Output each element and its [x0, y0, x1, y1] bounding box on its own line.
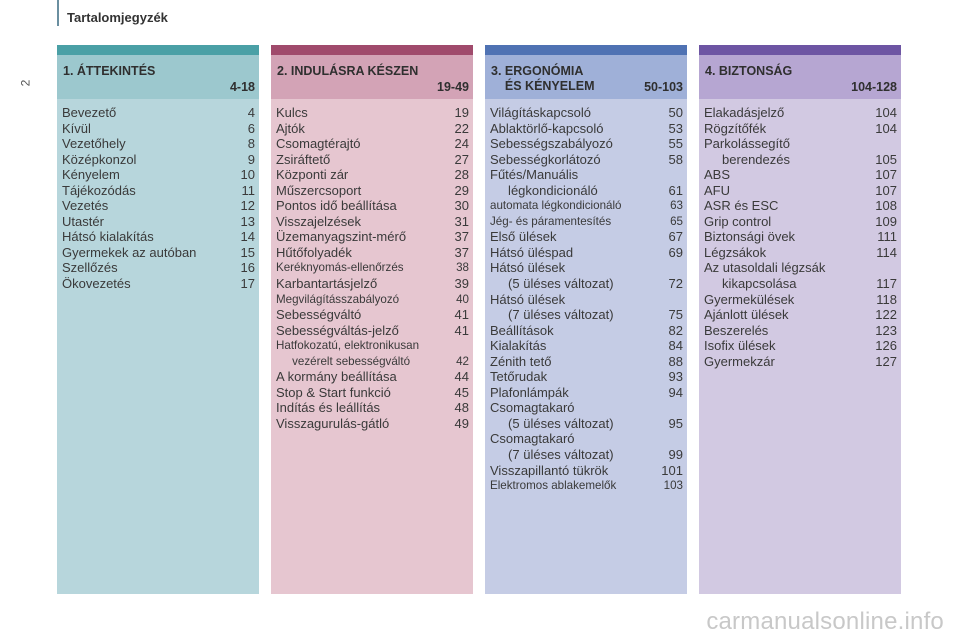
- toc-entry-label: Zsiráftető: [276, 151, 331, 167]
- toc-entry-page: 127: [875, 353, 897, 369]
- toc-entry-label: Visszagurulás-gátló: [276, 415, 390, 431]
- toc-entry[interactable]: [490, 354, 683, 370]
- section-page-range: 4-18: [229, 80, 255, 94]
- toc-entry[interactable]: [704, 338, 897, 354]
- section-header: [271, 55, 473, 99]
- toc-entry-page: 9: [247, 151, 255, 167]
- section-color-band: [485, 45, 687, 55]
- toc-entry-label: Gyermekzár: [704, 353, 775, 369]
- toc-entry[interactable]: [62, 276, 255, 292]
- toc-entry[interactable]: [490, 198, 683, 214]
- toc-entry-page: 108: [875, 198, 897, 214]
- toc-entry-page: 93: [668, 369, 683, 385]
- toc-entry-label: Ökovezetés: [62, 276, 131, 292]
- toc-entry[interactable]: [490, 369, 683, 385]
- toc-entry[interactable]: [490, 463, 683, 479]
- toc-entry-page: 48: [454, 400, 469, 416]
- toc-entry[interactable]: [704, 198, 897, 214]
- toc-entry-label: automata légkondicionáló: [490, 199, 622, 213]
- toc-entry[interactable]: [62, 167, 255, 183]
- section-title: 1. ÁTTEKINTÉS: [63, 64, 156, 78]
- toc-entry-page: 6: [247, 120, 255, 136]
- toc-entry-label: Csomagtérajtó: [276, 136, 361, 152]
- toc-entry[interactable]: [62, 214, 255, 230]
- toc-entry-page: 13: [240, 213, 255, 229]
- toc-entry[interactable]: [704, 323, 897, 339]
- toc-entry[interactable]: [276, 245, 469, 261]
- toc-entry-page: 4: [247, 105, 255, 120]
- toc-entry[interactable]: [704, 354, 897, 370]
- toc-entry-page: 42: [456, 354, 469, 368]
- toc-entry-page: 40: [456, 292, 469, 306]
- toc-entry-page: 104: [875, 105, 897, 120]
- toc-entry-label: Jég- és páramentesítés: [490, 214, 612, 228]
- toc-entry[interactable]: [490, 167, 683, 198]
- toc-entry-page: 118: [876, 291, 897, 307]
- toc-entry-page: 41: [454, 307, 469, 323]
- toc-entry-page: 67: [668, 229, 683, 245]
- toc-entry[interactable]: [62, 136, 255, 152]
- page-title: Tartalomjegyzék: [67, 10, 168, 25]
- toc-entry-label: Légzsákok: [704, 244, 767, 260]
- toc-entry-page: 94: [668, 384, 683, 400]
- toc-entry-label: Középkonzol: [62, 151, 137, 167]
- toc-entry-label: Megvilágításszabályozó: [276, 292, 400, 306]
- section-color-band: [699, 45, 901, 55]
- toc-entry-label: Gyermekülések: [704, 291, 795, 307]
- toc-entry[interactable]: [276, 121, 469, 137]
- toc-entry-label: Indítás és leállítás: [276, 400, 381, 416]
- toc-entry-label: Üzemanyagszint-mérő: [276, 229, 407, 245]
- toc-entry-label: Visszapillantó tükrök: [490, 462, 609, 478]
- toc-entry[interactable]: [62, 183, 255, 199]
- toc-entry-page: 50: [668, 105, 683, 120]
- toc-entry[interactable]: [276, 198, 469, 214]
- section-page-range: 19-49: [437, 80, 469, 94]
- toc-entry-label: Sebességváltó: [276, 307, 362, 323]
- toc-entry-label: Hátsó ülések (7 üléses változat): [490, 291, 614, 323]
- toc-entry-page: 12: [240, 198, 255, 214]
- toc-entry[interactable]: [704, 245, 897, 261]
- toc-entry-page: 111: [877, 229, 897, 245]
- toc-entry-label: Zénith tető: [490, 353, 552, 369]
- toc-entry[interactable]: [276, 105, 469, 121]
- toc-entry[interactable]: [490, 229, 683, 245]
- toc-entry[interactable]: [704, 260, 897, 291]
- toc-entry[interactable]: [490, 385, 683, 401]
- toc-entry-page: 104: [875, 120, 897, 136]
- toc-entry-label: Csomagtakaró (7 üléses változat): [490, 431, 614, 463]
- toc-entry-page: 95: [668, 415, 683, 431]
- toc-entry-page: 31: [454, 213, 469, 229]
- toc-entry-label: Kulcs: [276, 105, 308, 120]
- toc-entry-label: Szellőzés: [62, 260, 118, 276]
- toc-entry-page: 123: [875, 322, 897, 338]
- header-accent-bar: [57, 0, 59, 26]
- toc-entry-label: Ablaktörlő-kapcsoló: [490, 120, 604, 136]
- toc-entry-page: 65: [670, 214, 683, 228]
- toc-entry-label: Sebességszabályozó: [490, 136, 613, 152]
- toc-entry-label: Tetőrudak: [490, 369, 548, 385]
- toc-entry-label: AFU: [704, 182, 730, 198]
- toc-entry-label: Gyermekek az autóban: [62, 244, 197, 260]
- toc-entry[interactable]: [490, 478, 683, 494]
- toc-entry-label: Kényelem: [62, 167, 120, 183]
- toc-entry[interactable]: [276, 338, 469, 369]
- toc-entry-page: 99: [668, 447, 683, 463]
- toc-entry[interactable]: [490, 136, 683, 152]
- page-number: 2: [18, 79, 33, 87]
- watermark: carmanualsonline.info: [706, 608, 944, 635]
- section-title: 3. ERGONÓMIA ÉS KÉNYELEM: [491, 64, 595, 93]
- toc-entry[interactable]: [62, 229, 255, 245]
- toc-entry-page: 8: [247, 136, 255, 152]
- toc-entry[interactable]: [704, 136, 897, 167]
- toc-list: [271, 99, 473, 431]
- toc-entry-page: 69: [668, 244, 683, 260]
- toc-entry-page: 61: [668, 182, 683, 198]
- toc-entry-label: Hátsó üléspad: [490, 244, 574, 260]
- toc-entry[interactable]: [276, 136, 469, 152]
- toc-entry-label: Hátsó ülések (5 üléses változat): [490, 260, 614, 292]
- section-safety: [699, 45, 901, 594]
- section-header: [699, 55, 901, 99]
- toc-entry[interactable]: [704, 214, 897, 230]
- toc-entry-label: Tájékozódás: [62, 182, 136, 198]
- toc-entry-page: 37: [454, 229, 469, 245]
- toc-entry-page: 17: [240, 276, 255, 292]
- toc-entry[interactable]: [276, 307, 469, 323]
- toc-entry-label: Bevezető: [62, 105, 117, 120]
- toc-entry-label: Parkolássegítő berendezés: [704, 136, 790, 167]
- toc-entry-label: Beszerelés: [704, 322, 769, 338]
- toc-entry-page: 44: [454, 369, 469, 385]
- toc-entry[interactable]: [62, 260, 255, 276]
- section-header: [485, 55, 687, 99]
- toc-entry[interactable]: [490, 400, 683, 431]
- toc-entry-page: 58: [668, 151, 683, 167]
- toc-entry[interactable]: [62, 152, 255, 168]
- toc-entry-page: 49: [454, 415, 469, 431]
- toc-entry-label: Kívül: [62, 120, 91, 136]
- toc-entry-page: 15: [240, 244, 255, 260]
- toc-entry[interactable]: [276, 292, 469, 308]
- toc-entry-page: 55: [668, 136, 683, 152]
- toc-entry-page: 14: [240, 229, 255, 245]
- toc-entry-page: 45: [454, 384, 469, 400]
- toc-entry-label: Ajtók: [276, 120, 305, 136]
- toc-entry-page: 82: [668, 322, 683, 338]
- toc-entry-label: Utastér: [62, 213, 104, 229]
- toc-entry[interactable]: [704, 292, 897, 308]
- toc-entry[interactable]: [276, 369, 469, 385]
- toc-entry[interactable]: [490, 431, 683, 462]
- toc-entry[interactable]: [62, 121, 255, 137]
- toc-entry-page: 38: [456, 261, 469, 275]
- toc-entry-label: Hatfokozatú, elektronikusan vezérelt sebességváltó: [276, 339, 420, 368]
- toc-entry-page: 88: [668, 353, 683, 369]
- toc-entry-label: Ajánlott ülések: [704, 307, 789, 323]
- toc-entry-page: 16: [240, 260, 255, 276]
- section-ergonomics: [485, 45, 687, 594]
- toc-entry-label: Visszajelzések: [276, 213, 362, 229]
- section-header: [57, 55, 259, 99]
- toc-entry-label: Beállítások: [490, 322, 554, 338]
- toc-list: [699, 99, 901, 369]
- toc-list: [57, 99, 259, 292]
- toc-entry-page: 105: [875, 151, 897, 167]
- toc-entry-label: Hűtőfolyadék: [276, 244, 352, 260]
- toc-entry-page: 10: [240, 167, 255, 183]
- section-title: 2. INDULÁSRA KÉSZEN: [277, 64, 419, 78]
- toc-entry-label: Plafonlámpák: [490, 384, 569, 400]
- toc-entry[interactable]: [276, 229, 469, 245]
- toc-entry-page: 84: [668, 338, 683, 354]
- toc-entry-page: 72: [668, 276, 683, 292]
- toc-entry[interactable]: [276, 214, 469, 230]
- toc-entry-page: 107: [875, 167, 897, 183]
- toc-entry-page: 28: [454, 167, 469, 183]
- toc-entry[interactable]: [62, 105, 255, 121]
- toc-entry[interactable]: [490, 121, 683, 137]
- toc-entry-label: ABS: [704, 167, 731, 183]
- toc-entry[interactable]: [704, 229, 897, 245]
- toc-entry[interactable]: [704, 167, 897, 183]
- toc-entry[interactable]: [704, 121, 897, 137]
- toc-entry[interactable]: [276, 152, 469, 168]
- toc-entry-page: 103: [663, 479, 683, 493]
- toc-entry-label: Stop & Start funkció: [276, 384, 391, 400]
- toc-entry-page: 11: [241, 182, 255, 198]
- toc-entry-page: 27: [454, 151, 469, 167]
- toc-entry-page: 37: [454, 244, 469, 260]
- toc-entry[interactable]: [276, 260, 469, 276]
- toc-entry-label: Isofix ülések: [704, 338, 776, 354]
- toc-entry[interactable]: [276, 385, 469, 401]
- toc-entry[interactable]: [276, 167, 469, 183]
- toc-entry-page: 101: [661, 462, 683, 478]
- toc-entry-label: Sebességkorlátozó: [490, 151, 601, 167]
- toc-entry[interactable]: [490, 105, 683, 121]
- toc-entry[interactable]: [490, 214, 683, 230]
- toc-entry-label: Sebességváltás-jelző: [276, 322, 399, 338]
- toc-entry-label: Első ülések: [490, 229, 557, 245]
- toc-entry-page: 24: [454, 136, 469, 152]
- toc-entry-page: 41: [454, 322, 469, 338]
- toc-entry[interactable]: [276, 323, 469, 339]
- toc-entry-page: 122: [875, 307, 897, 323]
- toc-entry-label: Műszercsoport: [276, 182, 362, 198]
- toc-entry[interactable]: [62, 198, 255, 214]
- toc-entry-page: 29: [454, 182, 469, 198]
- toc-entry-label: Keréknyomás-ellenőrzés: [276, 261, 404, 275]
- section-title: 4. BIZTONSÁG: [705, 64, 793, 78]
- toc-entry[interactable]: [490, 338, 683, 354]
- toc-entry[interactable]: [490, 260, 683, 291]
- toc-entry-page: 107: [875, 182, 897, 198]
- toc-entry-label: Rögzítőfék: [704, 120, 767, 136]
- toc-entry-label: A kormány beállítása: [276, 369, 397, 385]
- toc-entry-label: Vezetés: [62, 198, 109, 214]
- section-page-range: 104-128: [851, 80, 897, 94]
- toc-entry[interactable]: [276, 416, 469, 432]
- section-overview: [57, 45, 259, 594]
- toc-entry[interactable]: [276, 400, 469, 416]
- section-page-range: 50-103: [644, 80, 683, 94]
- toc-entry[interactable]: [490, 292, 683, 323]
- toc-entry[interactable]: [62, 245, 255, 261]
- toc-entry-label: Az utasoldali légzsák kikapcsolása: [704, 260, 826, 292]
- toc-entry-page: 117: [876, 276, 897, 292]
- toc-entry-page: 75: [668, 307, 683, 323]
- toc-entry[interactable]: [490, 323, 683, 339]
- toc-entry-page: 30: [454, 198, 469, 214]
- toc-entry-label: Hátsó kialakítás: [62, 229, 154, 245]
- toc-entry[interactable]: [490, 245, 683, 261]
- toc-entry-page: 114: [876, 244, 897, 260]
- toc-list: [485, 99, 687, 494]
- toc-entry[interactable]: [704, 105, 897, 121]
- section-getting-ready: [271, 45, 473, 594]
- toc-entry-label: Központi zár: [276, 167, 349, 183]
- section-color-band: [271, 45, 473, 55]
- toc-entry-label: Grip control: [704, 213, 772, 229]
- toc-entry-label: Kialakítás: [490, 338, 547, 354]
- section-color-band: [57, 45, 259, 55]
- toc-entry[interactable]: [490, 152, 683, 168]
- toc-entry-label: Biztonsági övek: [704, 229, 796, 245]
- toc-entry-page: 109: [875, 213, 897, 229]
- toc-entry-page: 63: [670, 199, 683, 213]
- toc-entry-label: Pontos idő beállítása: [276, 198, 397, 214]
- toc-entry-page: 19: [454, 105, 469, 120]
- toc-entry[interactable]: [704, 183, 897, 199]
- toc-entry-label: Vezetőhely: [62, 136, 126, 152]
- toc-entry-page: 53: [668, 120, 683, 136]
- toc-entry[interactable]: [276, 183, 469, 199]
- toc-entry-label: ASR és ESC: [704, 198, 779, 214]
- toc-entry-label: Elektromos ablakemelők: [490, 479, 617, 493]
- toc-entry-page: 39: [454, 276, 469, 292]
- toc-entry[interactable]: [704, 307, 897, 323]
- toc-entry-label: Fűtés/Manuális légkondicionáló: [490, 167, 598, 198]
- toc-entry-label: Elakadásjelző: [704, 105, 785, 120]
- toc-entry[interactable]: [276, 276, 469, 292]
- toc-entry-page: 22: [454, 120, 469, 136]
- toc-entry-page: 126: [875, 338, 897, 354]
- toc-entry-label: Karbantartásjelző: [276, 276, 378, 292]
- toc-entry-label: Csomagtakaró (5 üléses változat): [490, 400, 614, 431]
- toc-entry-label: Világításkapcsoló: [490, 105, 591, 120]
